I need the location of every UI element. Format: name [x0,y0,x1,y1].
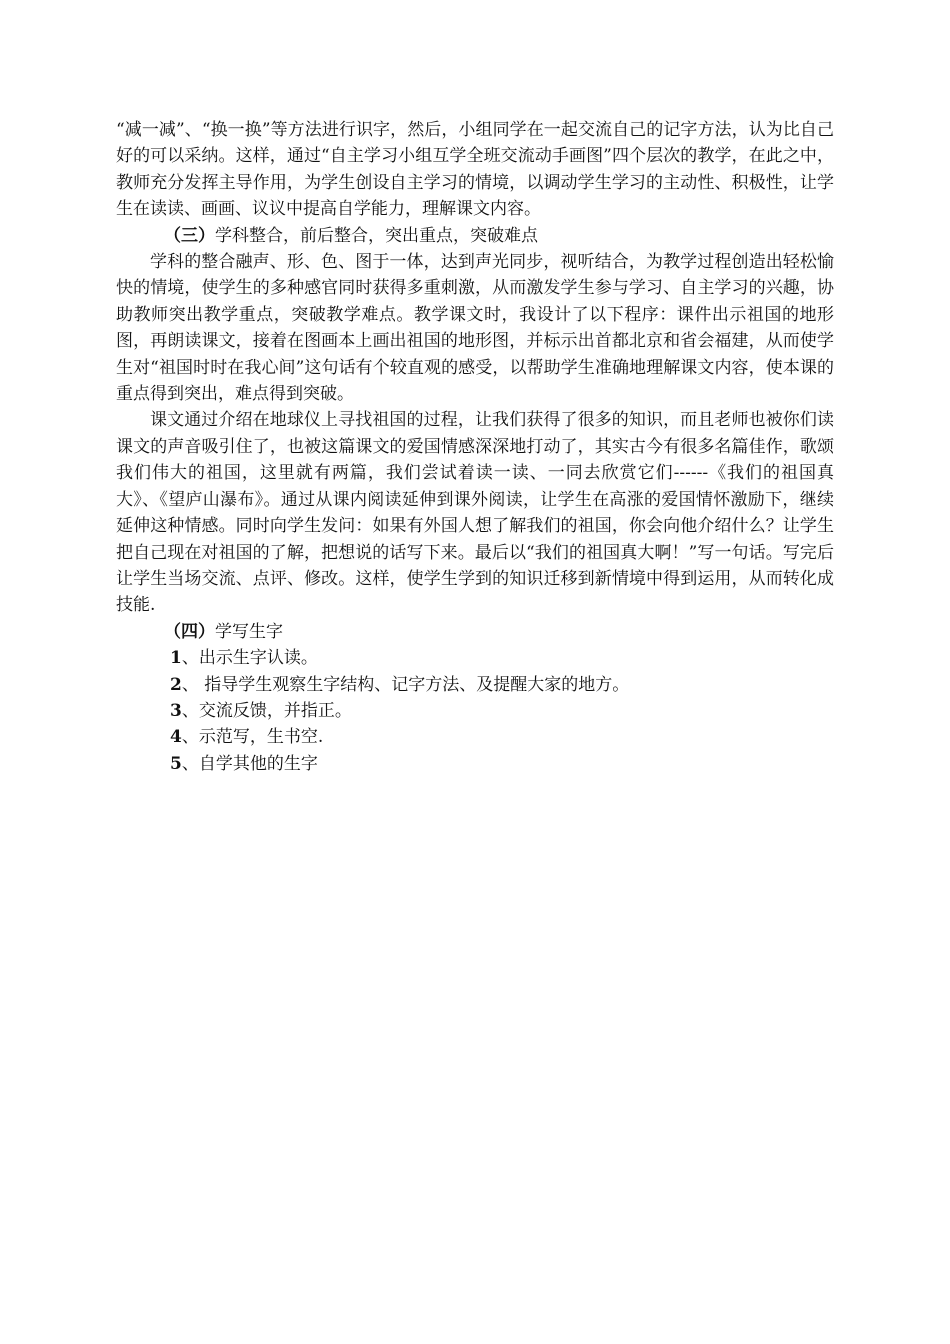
list-item [116,724,834,750]
document-page [116,117,834,777]
list-item [116,751,834,777]
list-item-text: 、自学其他的生字 [181,753,318,774]
list-item-number: 1 [170,648,182,669]
section-number-3: （三） [164,225,215,246]
list-item-number: 3 [170,700,182,721]
list-item [116,698,834,724]
section-title-4: 学写生字 [215,621,283,642]
section-number-4: （四） [164,621,215,642]
list-item-text: 、示范写，生书空. [181,727,324,748]
list-item-text: 、 指导学生观察生字结构、记字方法、及提醒大家的地方。 [181,674,630,695]
list-item-text: 、出示生字认读。 [181,648,318,669]
list-item-number: 2 [170,674,182,695]
paragraph-literacy-methods: “减一减”、“换一换”等方法进行识字，然后，小组同学在一起交流自己的记字方法，认为比自己好的可以采纳。这样，通过“自主学习小组互学全班交流动手画图”四个层次的教学，在此之中，教师充分发挥主导作用，为学生创设自主学习的情境，以调动学生学习的主动性、积极性，让学生在读读、画画、议议中提高自学能力，理解课文内容。 [116,120,834,220]
section-heading-4 [116,619,834,645]
list-item-number: 4 [170,727,182,748]
section-heading-3 [116,223,834,249]
paragraph-subject-integration: 学科的整合融声、形、色、图于一体，达到声光同步，视听结合，为教学过程创造出轻松愉快的情境，使学生的多种感官同时获得多重刺激，从而激发学生参与学习、自主学习的兴趣，协助教师突出教学重点，突破教学难点。教学课文时，我设计了以下程序：课件出示祖国的地形图，再朗读课文，接着在图画本上画出祖国的地形图，并标示出首都北京和省会福建，从而使学生对“祖国时时在我心间”这句话有个较直观的感受，以帮助学生准确地理解课文内容，使本课的重点得到突出，难点得到突破。 [116,252,834,405]
list-item-text: 、交流反馈，并指正。 [181,700,352,721]
paragraph-extended-reading: 课文通过介绍在地球仪上寻找祖国的过程，让我们获得了很多的知识，而且老师也被你们读课文的声音吸引住了，也被这篇课文的爱国情感深深地打动了，其实古今有很多名篇佳作，歌颂我们伟大的祖国，这里就有两篇，我们尝试着读一读、一同去欣赏它们------《我们的祖国真大》、《望庐山瀑布》。通过从课内阅读延伸到课外阅读，让学生在高涨的爱国情怀激励下，继续延伸这种情感。同时向学生发问：如果有外国人想了解我们的祖国，你会向他介绍什么？让学生把自己现在对祖国的了解，把想说的话写下来。最后以“我们的祖国真大啊！”写一句话。写完后让学生当场交流、点评、修改。这样，使学生学到的知识迁移到新情境中得到运用，从而转化成技能. [116,410,834,616]
section-title-3: 学科整合，前后整合，突出重点，突破难点 [215,225,538,246]
list-item [116,672,834,698]
list-item [116,645,834,671]
list-item-number: 5 [170,753,182,774]
